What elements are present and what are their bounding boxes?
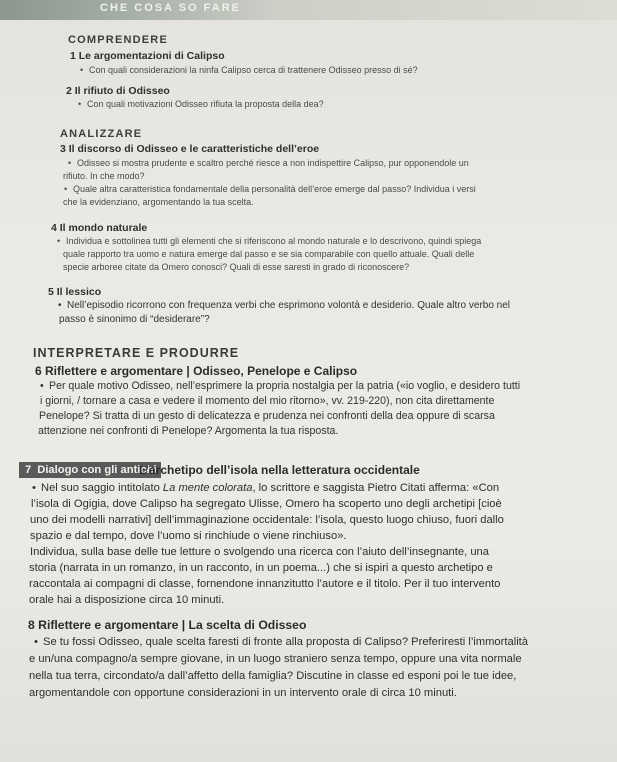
question-8-title: 8 Riflettere e argomentare | La scelta di Odisseo (28, 618, 307, 632)
question-7-line-2: l’isola di Ogigia, dove Calipso ha segregato Ulisse, Omero ha scoperto uno degli archetipi [cioè (31, 498, 502, 510)
header-strip-text: CHE COSA SO FARE (100, 2, 241, 14)
question-7-line-6: storia (narrata in un romanzo, in un racconto, in un poema...) che si ispiri a questo archetipo e (29, 562, 493, 574)
question-5-line-1: • Nell’episodio ricorrono con frequenza verbi che esprimono volontà e desiderio. Quale altro verbo nel (67, 300, 510, 311)
question-6-line-4: attenzione nei confronti di Penelope? Argomenta la tua risposta. (38, 425, 339, 437)
question-2-title: 2 Il rifiuto di Odisseo (66, 85, 170, 97)
question-7-line-1: • Nel suo saggio intitolato La mente colorata, lo scrittore e saggista Pietro Citati afferma: «Con (41, 482, 499, 494)
question-3-bullet-1-line-1: • Odisseo si mostra prudente e scaltro perché riesce a non indispettire Calipso, pur opponendole un (77, 158, 469, 168)
question-7-line-7: raccontala ai compagni di classe, fornendone innanzitutto l’autore e il titolo. Per il tuo intervento (29, 578, 501, 590)
question-1-bullet: • Con quali considerazioni la ninfa Calipso cerca di trattenere Odisseo presso di sé? (89, 65, 418, 75)
question-7-title: L’archetipo dell’isola nella letteratura occidentale (139, 463, 420, 477)
question-3-bullet-2-line-2: che la evidenziano, argomentando la tua scelta. (63, 197, 254, 207)
question-5-line-2: passo è sinonimo di “desiderare”? (59, 314, 210, 325)
question-4-line-1: • Individua e sottolinea tutti gli elementi che si riferiscono al mondo naturale e lo descrivono, quindi spiega (66, 236, 481, 246)
question-3-bullet-1-line-2: rifiuto. In che modo? (63, 171, 145, 181)
question-4-line-2: quale rapporto tra uomo e natura emerge dal passo e se sia comparabile con quello attuale. Quali delle (63, 249, 475, 259)
question-1-title: 1 Le argomentazioni di Calipso (70, 50, 225, 62)
question-7-line-8: orale hai a disposizione circa 10 minuti. (29, 594, 225, 606)
question-6-line-1: • Per quale motivo Odisseo, nell’esprimere la propria nostalgia per la patria («io voglio, e desidero tutti (49, 380, 520, 392)
question-6-line-2: i giorni, / tornare a casa e vedere il momento del mio ritorno», vv. 219-220), non cita direttamente (40, 395, 495, 407)
top-header-strip (0, 0, 617, 20)
question-4-title: 4 Il mondo naturale (51, 222, 148, 234)
section-analizzare: ANALIZZARE (60, 128, 143, 140)
question-3-bullet-2-line-1: • Quale altra caratteristica fondamentale della personalità dell’eroe emerge dal passo? Individua i versi (73, 184, 476, 194)
question-7-line-5: Individua, sulla base delle tue letture o svolgendo una ricerca con l’aiuto dell’insegnante, una (30, 546, 489, 558)
question-8-line-4: argomentandole con opportune considerazioni in un intervento orale di circa 10 minuti. (29, 687, 457, 699)
question-4-line-3: specie arboree citate da Omero conosci? Quali di esse saresti in grado di riconoscere? (63, 262, 410, 272)
question-6-title: 6 Riflettere e argomentare | Odisseo, Penelope e Calipso (35, 364, 358, 378)
question-7-line-3: uno dei modelli narrativi] dell’immaginazione occidentale: l’isola, questo luogo chiuso, fuori dallo (30, 514, 504, 526)
question-7-number: 7 (25, 464, 32, 476)
question-2-bullet: • Con quali motivazioni Odisseo rifiuta la proposta della dea? (87, 99, 324, 109)
question-6-line-3: Penelope? Si tratta di un gesto di delicatezza e prudenza nei confronti della dea oppure di scarsa (39, 410, 495, 422)
question-8-line-2: e un/una compagno/a sempre giovane, in un luogo straniero senza tempo, oppure una vita normale (29, 653, 522, 665)
question-5-title: 5 Il lessico (48, 286, 102, 298)
dialogo-badge-label: Dialogo con gli antichi (37, 464, 157, 476)
question-3-title: 3 Il discorso di Odisseo e le caratteristiche dell’eroe (60, 143, 320, 155)
question-7-line-4: spazio e dal tempo, dove l’uomo si rinchiude o viene rinchiuso». (30, 530, 347, 542)
section-comprendere: COMPRENDERE (68, 34, 168, 46)
question-8-line-3: nella tua terra, circondato/a dall’affetto della famiglia? Discutine in classe ed esponi poi le tue idee, (29, 670, 517, 682)
question-8-line-1: • Se tu fossi Odisseo, quale scelta faresti di fronte alla proposta di Calipso? Preferiresti l’immortalità (43, 636, 528, 648)
section-interpretare: INTERPRETARE E PRODURRE (33, 346, 240, 360)
